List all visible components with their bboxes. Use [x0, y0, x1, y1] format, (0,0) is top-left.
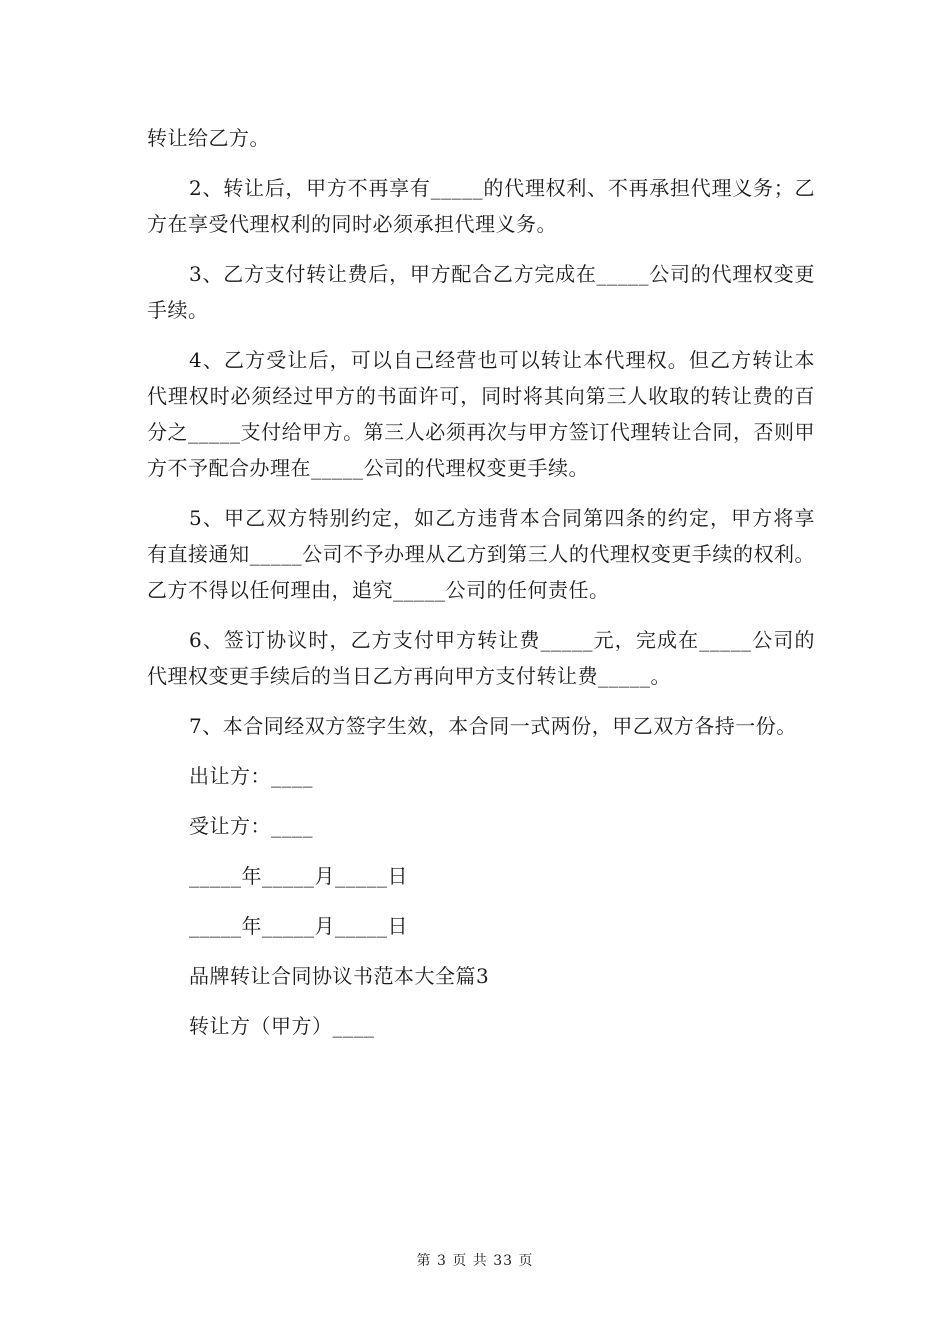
- paragraph-continuation: 转让给乙方。: [147, 126, 270, 150]
- clause-7: 7、本合同经双方签字生效，本合同一式两份，甲乙双方各持一份。: [189, 714, 797, 738]
- clause-5: 5、甲乙双方特别约定，如乙方违背本合同第四条的约定，甲方将享有直接通知_____公司不予办理从乙方到第三人的代理权变更手续的权利。乙方不得以任何理由，追究_____公司的任何责任。: [147, 506, 815, 602]
- party-a-line: 转让方（甲方）____: [189, 1014, 375, 1038]
- clause-6: 6、签订协议时，乙方支付甲方转让费_____元，完成在_____公司的代理权变更手续后的当日乙方再向甲方支付转让费_____。: [147, 628, 815, 688]
- date-line-1: _____年_____月_____日: [189, 864, 408, 888]
- clause-4: 4、乙方受让后，可以自己经营也可以转让本代理权。但乙方转让本代理权时必须经过甲方的书面许可，同时将其向第三人收取的转让费的百分之_____支付给甲方。第三人必须再次与甲方签订代理转让合同，否则甲方不予配合办理在_____公司的代理权变更手续。: [147, 348, 815, 480]
- transferee-signature-line: 受让方：____: [189, 814, 313, 838]
- document-body: [147, 120, 815, 1058]
- clause-2: 2、转让后，甲方不再享有_____的代理权利、不再承担代理义务；乙方在享受代理权利的同时必须承担代理义务。: [147, 176, 815, 236]
- page-number-footer: 第 3 页 共 33 页: [416, 1253, 534, 1269]
- date-line-2: _____年_____月_____日: [189, 914, 408, 938]
- transferor-signature-line: 出让方：____: [189, 764, 313, 788]
- clause-3: 3、乙方支付转让费后，甲方配合乙方完成在_____公司的代理权变更手续。: [147, 262, 815, 322]
- section-title: 品牌转让合同协议书范本大全篇3: [189, 964, 490, 988]
